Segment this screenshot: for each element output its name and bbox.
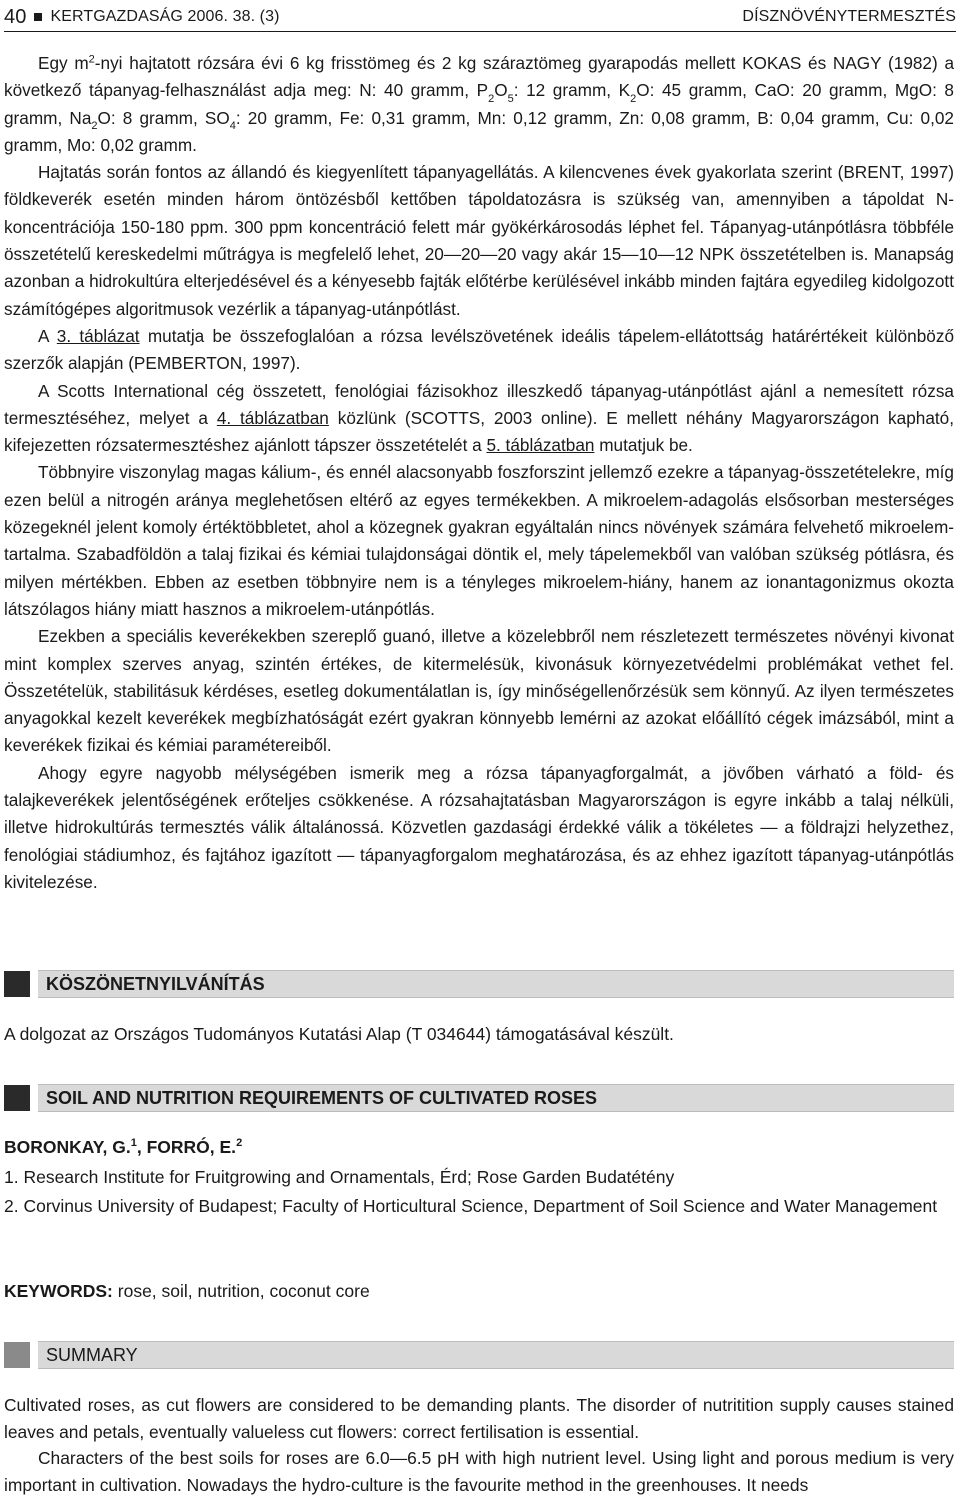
section-name: DÍSZNÖVÉNYTERMESZTÉS [742,8,956,25]
table-5-link[interactable]: 5. táblázatban [486,435,595,456]
keywords-line [4,1277,954,1305]
p1-text-d: : 12 gramm, K [513,80,631,101]
p1-text-b: -nyi hajtatott rózsára évi 6 kg frisstömeg és 2 kg száraztömeg gyarapodás mellett KOKAS és NAGY (1982) a következő tápanyag-felhasználást adja meg: N: 40 gramm, P [4,53,955,101]
header-left [4,6,280,29]
p1-text-e: O: 45 gramm, CaO: 20 gramm, MgO: 8 gramm, Na [4,80,954,128]
keywords-label: KEYWORDS: [4,1281,113,1301]
p1-text-f: O: 8 gramm, SO [97,107,230,128]
square-bullet-icon [34,13,42,21]
p1-sub3: 2 [630,92,637,105]
paragraph-2: Hajtatás során fontos az állandó és kiegyenlített tápanyagellátás. A kilencvenes évek gyakorlata szerint (BRENT, 1997) földkeverék esetén minden három öntözésből kettőben tápoldatozásra is szükség van, amennyiben a tápoldat N-koncentrációja 150-180 ppm. 300 ppm koncentráció felett már gyökérkárosodás léphet fel. Tápanyag-utánpótlásra többféle összetételű kereskedelmi műtrágya is megfelelő lehet, 20—20—20 vagy akár 15—10—12 NPK összetételben is. Manapság azonban a hidrokultúra elterjedésével és a kényesebb fajták előtérbe kerülésével inkább minden fajtára egyedileg kidolgozott számítógépes algoritmusok vezérlik a tápanyag-utánpótlást. [4,162,954,319]
summary-paragraph-1: Cultivated roses, as cut flowers are considered to be demanding plants. The disorder of nutritition supply causes stained leaves and petals, eventually valueless cut flowers: correct fertilisation is essential. [4,1395,954,1442]
p1-sub1: 2 [488,92,495,105]
heading-block-icon [4,1085,30,1111]
ack-heading: KÖSZÖNETNYILVÁNÍTÁS [38,970,954,998]
paragraph-5: Többnyire viszonylag magas kálium-, és ennél alacsonyabb foszforszint jellemző ezekre a tápanyag-összetételekre, míg ezen belül a nitrogén aránya meglehetősen eltérő az egyes termékekben. A mikroelem-adagolás elsősorban mesterséges közegeknél jelent komoly értéktöbbletet, ahol a közegnek gyakran egyáltalán nincs növények számára felvehető mikroelem-tartalma. Szabadföldön a talaj fizikai és kémiai tulajdonságai döntik el, mely tápelemekből van valóban szükség pótlásra, és milyen mértékben. Ebben az esetben többnyire nem is a tényleges mikroelem-hiány, hanem az ionantagonizmus okozta látszólagos hiány miatt hasznos a mikroelem-utánpótlás. [4,462,954,619]
affiliation-1: 1. Research Institute for Fruitgrowing and Ornamentals, Érd; Rose Garden Budatétény [4,1167,675,1187]
page-number: 40 [4,5,27,28]
p1-sub5: 4 [229,120,236,133]
p1-sub4: 2 [91,120,98,133]
paragraph-1 [4,50,954,159]
ack-text: A dolgozat az Országos Tudományos Kutatási Alap (T 034644) támogatásával készült. [4,1024,674,1044]
author-1-sup: 1 [130,1137,137,1150]
heading-block-icon [4,1342,30,1368]
p4-text-b: közlünk (SCOTTS, 2003 online). E mellett néhány Magyarországon kapható, kifejezetten rózsatermesztéshez ajánlott tápszer összetételét a [4,407,954,456]
journal-reference: KERTGAZDASÁG 2006. 38. (3) [50,8,280,25]
heading-block-icon [4,971,30,997]
running-header [4,4,956,30]
p1-sub2: 5 [507,92,514,105]
hungarian-body [4,50,954,896]
summary-text [4,1392,954,1498]
summary-heading: SUMMARY [38,1341,954,1369]
p1-text-g: : 20 gramm, Fe: 0,31 gramm, Mn: 0,12 gramm, Zn: 0,08 gramm, B: 0,04 gramm, Cu: 0,02 gramm, Mo: 0,02 gramm. [4,107,954,155]
paragraph-7: Ahogy egyre nagyobb mélységében ismerik meg a rózsa tápanyagforgalmát, a jövőben várható a föld- és talajkeverékek jelentőségének erőteljes csökkenése. A rózsahajtatásban Magyarországon is egyre inkább a talaj nélküli, illetve hidrokultúrás termesztés válik általánossá. Közvetlen gazdasági érdekké válik a tökéletes — a földrajzi helyzethez, fenológiai stádiumhoz, és fajtához igazított — tápanyagforgalom meghatározása, és az ehhez igazított tápanyag-utánpótlás kivitelezése. [4,762,954,892]
table-4-link[interactable]: 4. táblázatban [216,407,329,428]
ack-heading-bar [4,971,954,997]
summary-paragraph-2: Characters of the best soils for roses are 6.0—6.5 pH with high nutrient level. Using light and porous medium is very important in cultivation. Nowadays the hydro-culture is the favourite method in the greenhouses. It needs [4,1448,954,1495]
p3-text-b: mutatja be összefoglalóan a rózsa levélszövetének ideális tápelem-ellátottság határértékeit különböző szerzők alapján (PEMBERTON, 1997). [4,325,955,374]
p1-text-c: O [494,80,508,101]
p4-text-a: A Scotts International cég összetett, fenológiai fázisokhoz illeszkedő tápanyag-utánpótlást ajánl a nemesített rózsa termesztéséhez, melyet a [4,380,954,428]
summary-heading-bar [4,1342,954,1368]
p4-text-c: mutatjuk be. [594,435,693,456]
english-title-bar [4,1085,954,1111]
p1-sup: 2 [88,53,95,66]
affiliation-2: 2. Corvinus University of Budapest; Faculty of Horticultural Science, Department of Soil Science and Water Management [4,1196,938,1216]
paragraph-4 [4,378,954,460]
p3-text-a: A [38,325,57,346]
author-1: BORONKAY, G. [4,1137,131,1157]
author-2-sup: 2 [236,1137,243,1150]
author-2: , FORRÓ, E. [136,1137,237,1157]
header-rule [4,31,956,32]
paragraph-6: Ezekben a speciális keverékekben szereplő guanó, illetve a közelebbről nem részletezett természetes növényi kivonat mint komplex szerves anyag, szintén értékes, de kitermelésük, kivonásuk környezetvédelmi problémákat vethet fel. Összetételük, stabilitásuk kérdéses, esetleg dokumentálatlan is, így minőségellenőrzésük sem könnyű. Az ilyen természetes anyagokkal kezelt keverékek megbízhatóságát ezért gyakran könnyebb lemérni az azokat előállító cégek imázsából, mint a keverékek fizikai és kémiai paramétereiből. [4,626,954,756]
authors-line [4,1133,954,1161]
table-3-link[interactable]: 3. táblázat [56,325,140,346]
keywords-value: rose, soil, nutrition, coconut core [112,1281,370,1301]
p1-text-a: Egy m [38,53,89,73]
paragraph-3 [4,323,954,378]
english-title: SOIL AND NUTRITION REQUIREMENTS OF CULTIVATED ROSES [38,1084,954,1112]
